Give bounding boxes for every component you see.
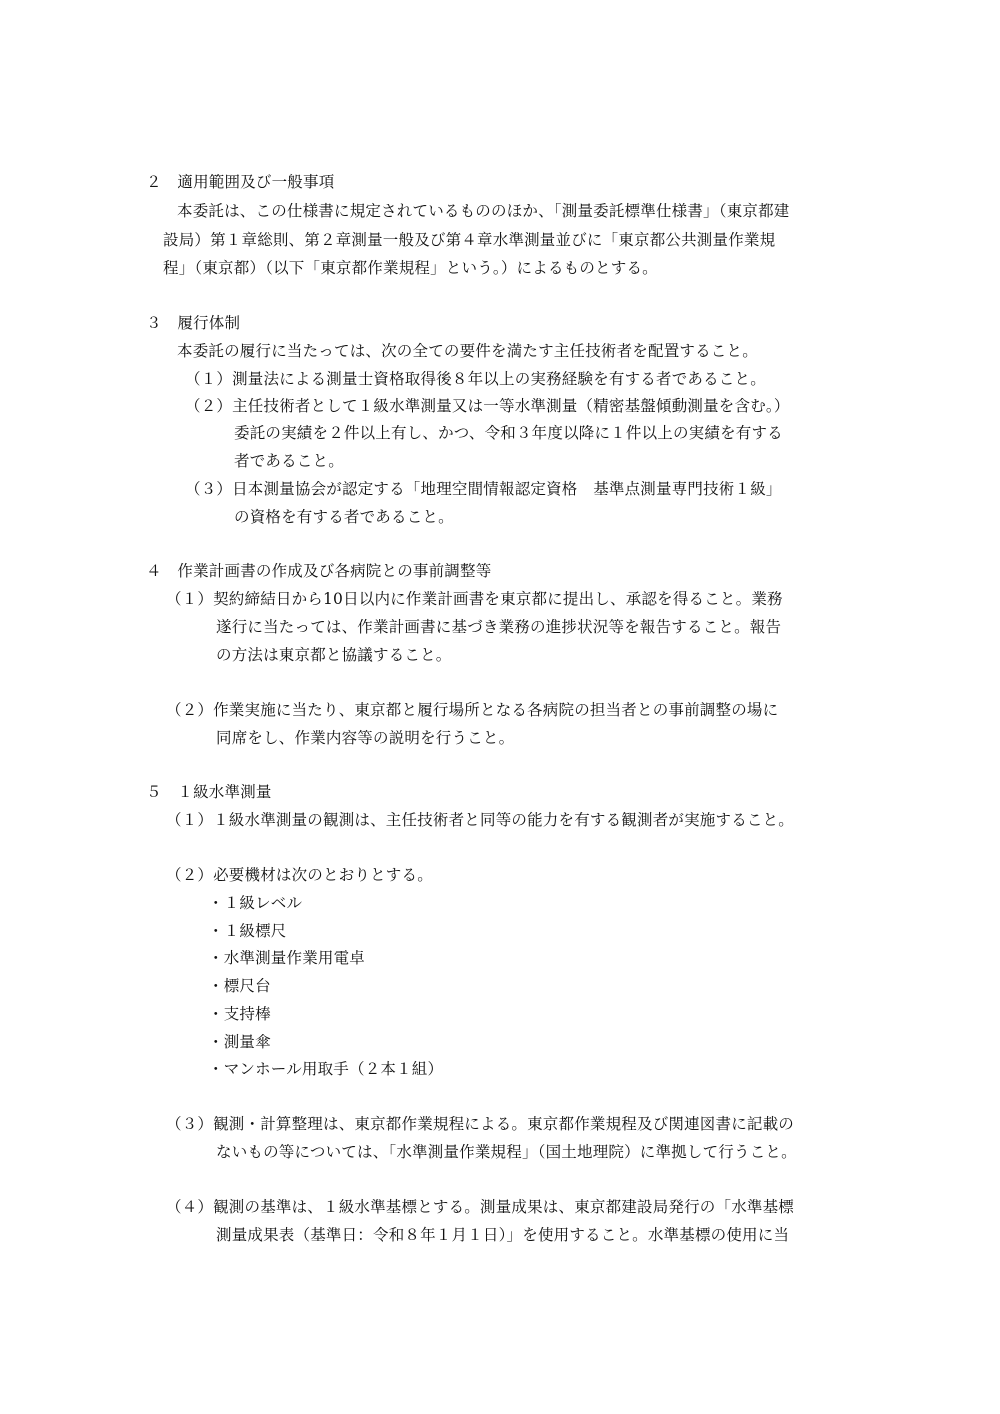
section-4-item-2: （２）作業実施に当たり、東京都と履行場所となる各病院の担当者との事前調整の場に (166, 701, 779, 719)
section-5-heading: ５ １級水準測量 (146, 783, 272, 801)
section-3-heading: ３ 履行体制 (146, 314, 241, 332)
equipment-list-item: ・１級レベル (208, 894, 303, 912)
section-5-item-3-continued: ないもの等については、「水準測量作業規程」（国土地理院）に準拠して行うこと。 (216, 1143, 797, 1161)
section-5-item-1: （１）１級水準測量の観測は、主任技術者と同等の能力を有する観測者が実施すること。 (166, 811, 795, 829)
section-5-item-2: （２）必要機材は次のとおりとする。 (166, 866, 433, 884)
section-4-item-2-continued: 同席をし、作業内容等の説明を行うこと。 (216, 729, 515, 747)
section-5-item-3: （３）観測・計算整理は、東京都作業規程による。東京都作業規程及び関連図書に記載の (166, 1115, 795, 1133)
equipment-list-item: ・標尺台 (208, 977, 271, 995)
equipment-list-item: ・測量傘 (208, 1033, 271, 1051)
section-3-item-2: （２）主任技術者として１級水準測量又は一等水準測量（精密基盤傾動測量を含む。） (185, 397, 790, 415)
section-3-item-3: （３）日本測量協会が認定する「地理空間情報認定資格 基準点測量専門技術１級」 (185, 480, 782, 498)
section-5-item-4: （４）観測の基準は、１級水準基標とする。測量成果は、東京都建設局発行の「水準基標 (166, 1198, 795, 1216)
section-4-item-1: （１）契約締結日から10日以内に作業計画書を東京都に提出し、承認を得ること。業務 (166, 590, 783, 608)
section-2-paragraph-line: 程」（東京都）（以下「東京都作業規程」という。）によるものとする。 (163, 259, 658, 277)
section-3-item-1: （１）測量法による測量士資格取得後８年以上の実務経験を有する者であること。 (185, 370, 766, 388)
section-4-item-1-continued: 遂行に当たっては、作業計画書に基づき業務の進捗状況等を報告すること。報告 (216, 618, 782, 636)
section-2-paragraph-line: 設局）第１章総則、第２章測量一般及び第４章水準測量並びに「東京都公共測量作業規 (163, 231, 776, 249)
section-3-intro: 本委託の履行に当たっては、次の全ての要件を満たす主任技術者を配置すること。 (177, 342, 758, 360)
equipment-list-item: ・マンホール用取手（２本１組） (208, 1060, 444, 1078)
section-2-heading: ２ 適用範囲及び一般事項 (146, 173, 335, 191)
equipment-list-item: ・１級標尺 (208, 922, 287, 940)
section-4-heading: ４ 作業計画書の作成及び各病院との事前調整等 (146, 562, 492, 580)
section-3-item-3-continued: の資格を有する者であること。 (234, 508, 454, 526)
equipment-list-item: ・水準測量作業用電卓 (208, 949, 366, 967)
section-3-item-2-continued: 委託の実績を２件以上有し、かつ、令和３年度以降に１件以上の実績を有する (234, 424, 783, 442)
section-2-paragraph-line: 本委託は、この仕様書に規定されているもののほか、「測量委託標準仕様書」（東京都建 (177, 202, 790, 220)
section-3-item-2-continued: 者であること。 (234, 452, 344, 470)
section-4-item-1-continued: の方法は東京都と協議すること。 (216, 646, 452, 664)
section-5-item-4-continued: 測量成果表（基準日：令和８年１月１日）」を使用すること。水準基標の使用に当 (216, 1226, 790, 1244)
equipment-list-item: ・支持棒 (208, 1005, 271, 1023)
